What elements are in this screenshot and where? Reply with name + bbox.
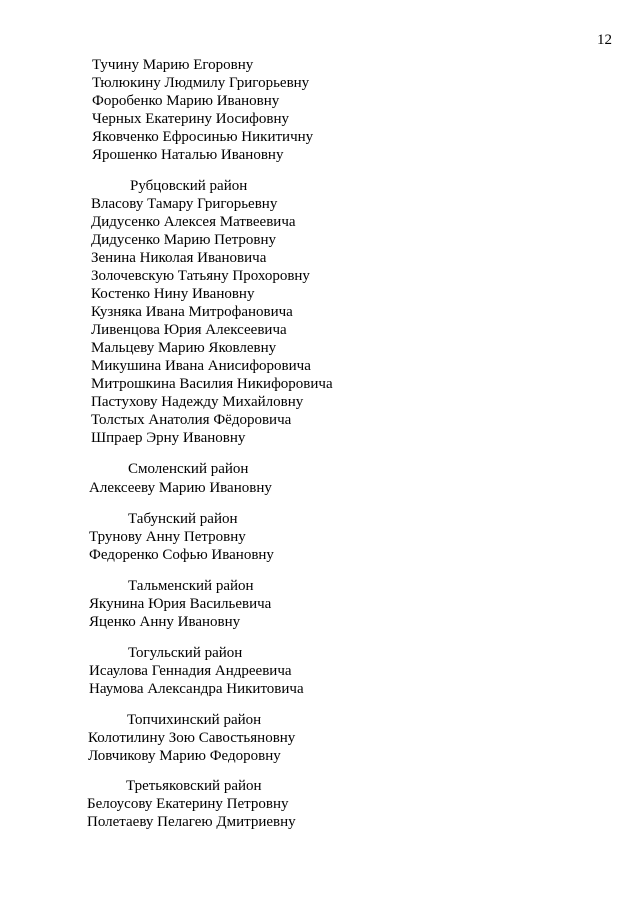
list-item: Зенина Николая Ивановича — [91, 250, 267, 266]
list-item: Колотилину Зою Савостьяновну — [88, 730, 296, 746]
list-item: Ловчикову Марию Федоровну — [88, 748, 281, 764]
list-item: Толстых Анатолия Фёдоровича — [91, 412, 292, 428]
list-item: Тюлюкину Людмилу Григорьевну — [92, 75, 310, 91]
section-heading: Тогульский район — [128, 645, 243, 661]
list-item: Черных Екатерину Иосифовну — [92, 111, 289, 127]
list-item: Наумова Александра Никитовича — [89, 681, 304, 697]
page-number: 12 — [597, 32, 612, 48]
list-item: Тучину Марию Егоровну — [92, 57, 254, 73]
list-item: Дидусенко Марию Петровну — [91, 232, 277, 248]
list-item: Федоренко Софью Ивановну — [89, 547, 274, 563]
list-item: Пастухову Надежду Михайловну — [91, 394, 304, 410]
section-heading: Тальменский район — [128, 578, 254, 594]
list-item: Форобенко Марию Ивановну — [92, 93, 280, 109]
list-item: Трунову Анну Петровну — [89, 529, 246, 545]
list-item: Кузняка Ивана Митрофановича — [91, 304, 293, 320]
list-item: Микушина Ивана Анисифоровича — [91, 358, 311, 374]
list-item: Костенко Нину Ивановну — [91, 286, 255, 302]
list-item: Полетаеву Пелагею Дмитриевну — [87, 814, 296, 830]
section-heading: Третьяковский район — [126, 778, 262, 794]
list-item: Шпраер Эрну Ивановну — [91, 430, 246, 446]
list-item: Власову Тамару Григорьевну — [91, 196, 278, 212]
section-heading: Рубцовский район — [130, 178, 248, 194]
list-item: Дидусенко Алексея Матвеевича — [91, 214, 296, 230]
list-item: Золочевскую Татьяну Прохоровну — [91, 268, 310, 284]
list-item: Ливенцова Юрия Алексеевича — [91, 322, 287, 338]
section-heading: Топчихинский район — [127, 712, 262, 728]
section-heading: Смоленский район — [128, 461, 249, 477]
list-item: Якунина Юрия Васильевича — [89, 596, 272, 612]
list-item: Исаулова Геннадия Андреевича — [89, 663, 292, 679]
list-item: Алексееву Марию Ивановну — [89, 480, 272, 496]
list-item: Белоусову Екатерину Петровну — [87, 796, 289, 812]
section-heading: Табунский район — [128, 511, 238, 527]
list-item: Митрошкина Василия Никифоровича — [91, 376, 333, 392]
list-item: Мальцеву Марию Яковлевну — [91, 340, 277, 356]
list-item: Яценко Анну Ивановну — [89, 614, 241, 630]
list-item: Яковченко Ефросинью Никитичну — [92, 129, 314, 145]
list-item: Ярошенко Наталью Ивановну — [92, 147, 284, 163]
